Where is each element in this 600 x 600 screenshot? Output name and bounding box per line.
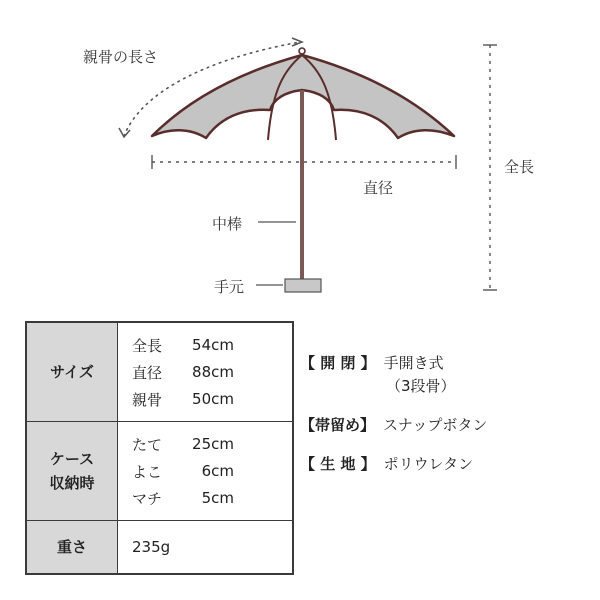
fastener-key: 【帯留め】 — [300, 416, 376, 434]
size-values — [118, 322, 294, 422]
case-key: よこ — [132, 462, 163, 481]
case-key: マチ — [132, 489, 163, 508]
case-item — [132, 485, 292, 512]
case-value: 25cm — [192, 435, 234, 453]
size-value: 88cm — [192, 363, 234, 381]
open-value: 手開き式 — [383, 354, 444, 372]
spec-table — [25, 321, 294, 575]
case-header-line1: ケース — [49, 450, 95, 468]
weight-header: 重さ — [26, 521, 118, 575]
size-key: 全長 — [132, 336, 163, 355]
size-item — [132, 332, 292, 359]
case-header — [26, 422, 118, 521]
open-value-line2: （3段骨） — [386, 377, 456, 395]
case-item — [132, 458, 292, 485]
size-row — [26, 322, 293, 422]
size-header: サイズ — [26, 322, 118, 422]
fabric-value: ポリウレタン — [383, 455, 474, 473]
size-value: 50cm — [192, 390, 234, 408]
weight-row — [26, 521, 293, 575]
rib-length-arrow-top — [292, 38, 302, 46]
umbrella-tip — [299, 48, 305, 54]
fabric-key: 【 生 地 】 — [300, 455, 376, 473]
shaft-label: 中棒 — [212, 215, 243, 233]
diameter-label: 直径 — [363, 179, 394, 197]
case-value: 6cm — [201, 462, 234, 480]
size-key: 直径 — [132, 363, 163, 382]
umbrella-handle — [285, 279, 321, 292]
case-item — [132, 431, 292, 458]
open-spec — [300, 352, 456, 396]
rib-length-label: 親骨の長さ — [83, 48, 159, 66]
case-value: 5cm — [201, 489, 234, 507]
size-item — [132, 386, 292, 413]
open-key: 【 開 閉 】 — [300, 354, 376, 372]
size-item — [132, 359, 292, 386]
size-key: 親骨 — [132, 390, 163, 409]
fabric-spec — [300, 453, 473, 474]
fastener-spec — [300, 414, 487, 435]
weight-value: 235g — [118, 521, 294, 575]
handle-label: 手元 — [214, 278, 245, 296]
case-values — [118, 422, 294, 521]
total-length-label: 全長 — [504, 158, 535, 176]
case-row — [26, 422, 293, 521]
case-header-line2: 収納時 — [49, 474, 95, 492]
size-value: 54cm — [192, 336, 234, 354]
case-key: たて — [132, 435, 163, 454]
rib-length-arrow-bottom — [119, 128, 130, 137]
fastener-value: スナップボタン — [383, 416, 488, 434]
